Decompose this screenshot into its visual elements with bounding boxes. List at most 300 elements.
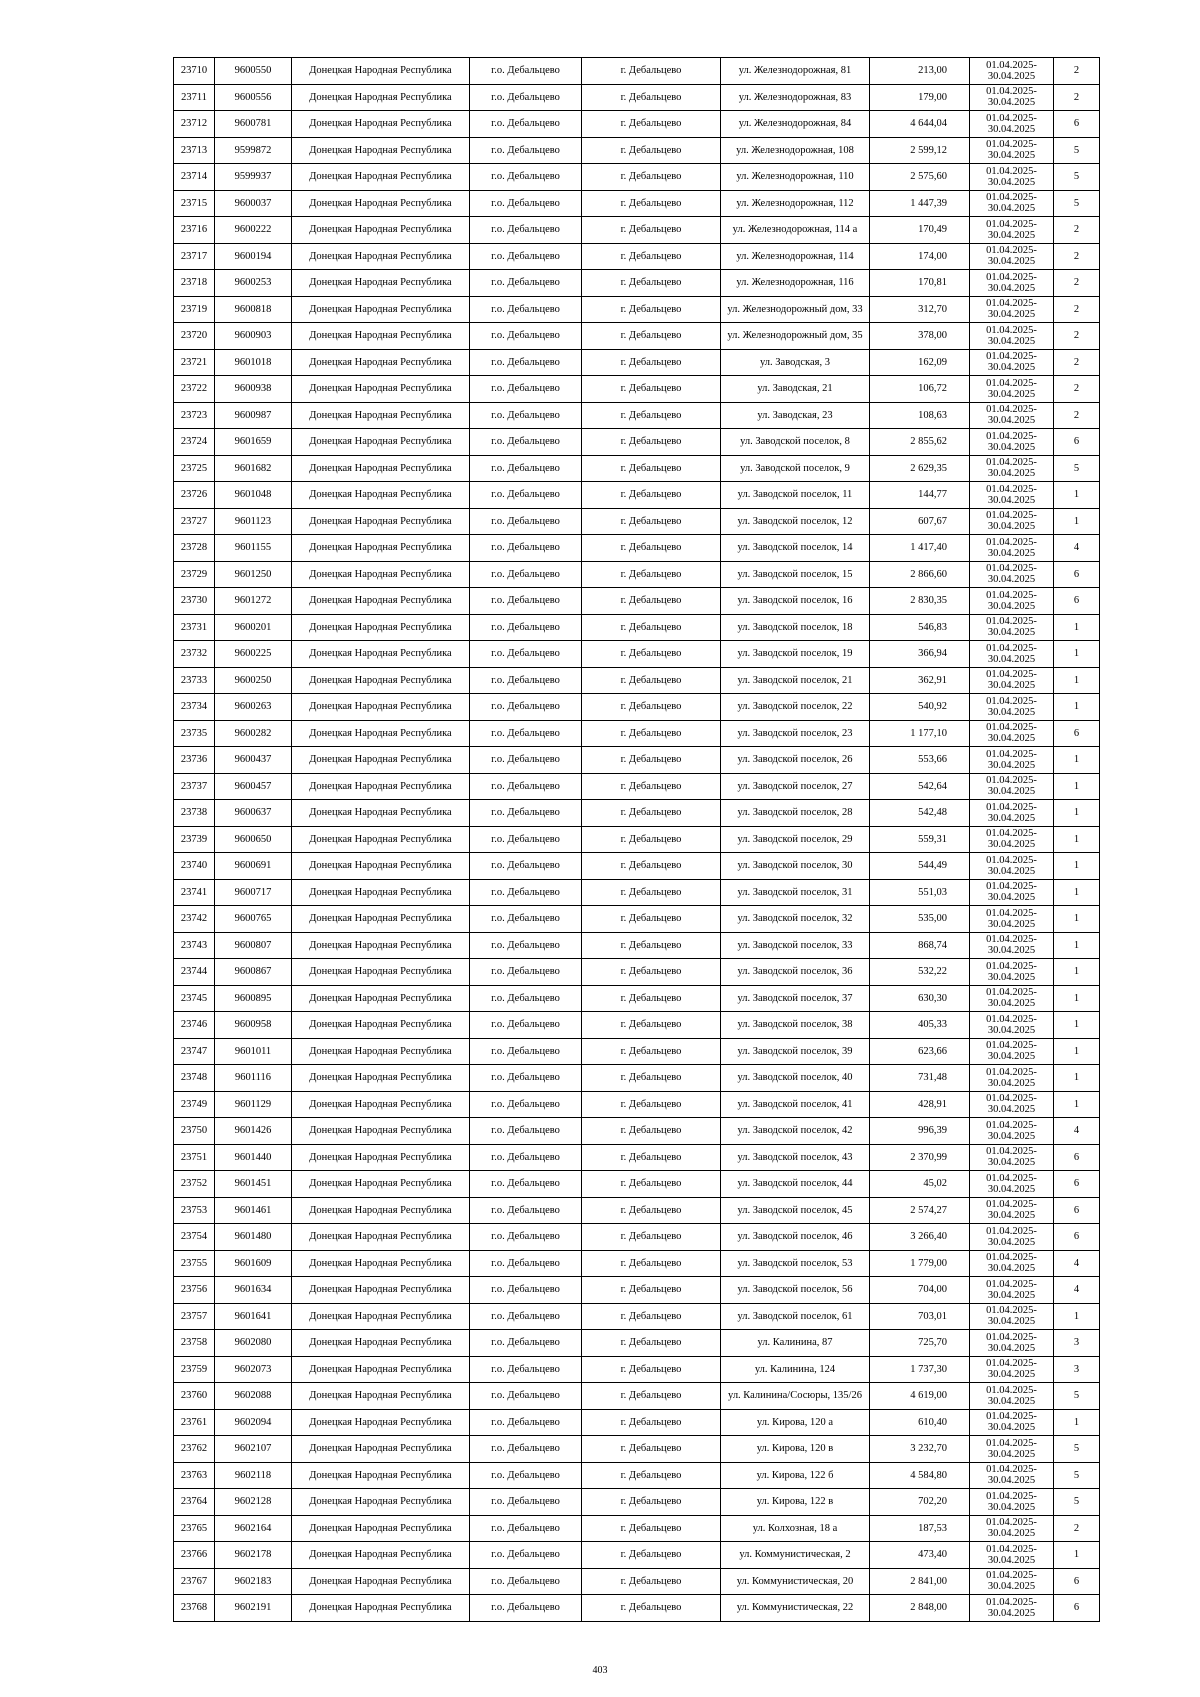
area-cell: 2 830,35 <box>870 588 970 615</box>
region-cell: Донецкая Народная Республика <box>292 1436 470 1463</box>
district-cell: г.о. Дебальцево <box>470 1144 582 1171</box>
period-cell: 01.04.2025-30.04.2025 <box>970 164 1054 191</box>
object-id-cell: 9600818 <box>215 296 292 323</box>
period-cell: 01.04.2025-30.04.2025 <box>970 853 1054 880</box>
category-cell: 6 <box>1054 588 1100 615</box>
period-cell: 01.04.2025-30.04.2025 <box>970 1409 1054 1436</box>
row-number-cell: 23751 <box>174 1144 215 1171</box>
address-cell: ул. Заводской поселок, 22 <box>721 694 870 721</box>
district-cell: г.о. Дебальцево <box>470 1515 582 1542</box>
table-row <box>174 1277 1100 1304</box>
district-cell: г.о. Дебальцево <box>470 588 582 615</box>
table-row <box>174 614 1100 641</box>
district-cell: г.о. Дебальцево <box>470 84 582 111</box>
table-row <box>174 985 1100 1012</box>
area-cell: 553,66 <box>870 747 970 774</box>
region-cell: Донецкая Народная Республика <box>292 508 470 535</box>
address-cell: ул. Калинина, 87 <box>721 1330 870 1357</box>
district-cell: г.о. Дебальцево <box>470 296 582 323</box>
category-cell: 2 <box>1054 323 1100 350</box>
city-cell: г. Дебальцево <box>582 58 721 85</box>
address-cell: ул. Железнодорожный дом, 33 <box>721 296 870 323</box>
region-cell: Донецкая Народная Республика <box>292 1091 470 1118</box>
district-cell: г.о. Дебальцево <box>470 614 582 641</box>
city-cell: г. Дебальцево <box>582 111 721 138</box>
address-cell: ул. Заводской поселок, 46 <box>721 1224 870 1251</box>
table-row <box>174 217 1100 244</box>
district-cell: г.о. Дебальцево <box>470 482 582 509</box>
object-id-cell: 9600556 <box>215 84 292 111</box>
region-cell: Донецкая Народная Республика <box>292 1489 470 1516</box>
table-row <box>174 535 1100 562</box>
row-number-cell: 23756 <box>174 1277 215 1304</box>
table-row <box>174 349 1100 376</box>
district-cell: г.о. Дебальцево <box>470 694 582 721</box>
period-cell: 01.04.2025-30.04.2025 <box>970 111 1054 138</box>
period-cell: 01.04.2025-30.04.2025 <box>970 800 1054 827</box>
address-cell: ул. Железнодорожная, 116 <box>721 270 870 297</box>
area-cell: 607,67 <box>870 508 970 535</box>
address-cell: ул. Коммунистическая, 20 <box>721 1568 870 1595</box>
district-cell: г.о. Дебальцево <box>470 1330 582 1357</box>
area-cell: 542,64 <box>870 773 970 800</box>
category-cell: 4 <box>1054 535 1100 562</box>
area-cell: 378,00 <box>870 323 970 350</box>
row-number-cell: 23744 <box>174 959 215 986</box>
region-cell: Донецкая Народная Республика <box>292 349 470 376</box>
region-cell: Донецкая Народная Республика <box>292 773 470 800</box>
city-cell: г. Дебальцево <box>582 1277 721 1304</box>
object-id-cell: 9600253 <box>215 270 292 297</box>
row-number-cell: 23726 <box>174 482 215 509</box>
category-cell: 6 <box>1054 1595 1100 1622</box>
row-number-cell: 23710 <box>174 58 215 85</box>
table-row <box>174 402 1100 429</box>
district-cell: г.о. Дебальцево <box>470 1568 582 1595</box>
city-cell: г. Дебальцево <box>582 614 721 641</box>
region-cell: Донецкая Народная Республика <box>292 826 470 853</box>
district-cell: г.о. Дебальцево <box>470 879 582 906</box>
city-cell: г. Дебальцево <box>582 1436 721 1463</box>
region-cell: Донецкая Народная Республика <box>292 1118 470 1145</box>
category-cell: 5 <box>1054 455 1100 482</box>
object-id-cell: 9601272 <box>215 588 292 615</box>
city-cell: г. Дебальцево <box>582 455 721 482</box>
district-cell: г.о. Дебальцево <box>470 853 582 880</box>
table-row <box>174 1515 1100 1542</box>
area-cell: 2 575,60 <box>870 164 970 191</box>
period-cell: 01.04.2025-30.04.2025 <box>970 1065 1054 1092</box>
period-cell: 01.04.2025-30.04.2025 <box>970 667 1054 694</box>
period-cell: 01.04.2025-30.04.2025 <box>970 1144 1054 1171</box>
row-number-cell: 23767 <box>174 1568 215 1595</box>
table-row <box>174 270 1100 297</box>
district-cell: г.о. Дебальцево <box>470 1038 582 1065</box>
region-cell: Донецкая Народная Республика <box>292 1462 470 1489</box>
object-id-cell: 9601123 <box>215 508 292 535</box>
table-row <box>174 1542 1100 1569</box>
row-number-cell: 23740 <box>174 853 215 880</box>
area-cell: 1 417,40 <box>870 535 970 562</box>
district-cell: г.о. Дебальцево <box>470 323 582 350</box>
period-cell: 01.04.2025-30.04.2025 <box>970 1038 1054 1065</box>
row-number-cell: 23730 <box>174 588 215 615</box>
district-cell: г.о. Дебальцево <box>470 508 582 535</box>
area-cell: 312,70 <box>870 296 970 323</box>
table-row <box>174 508 1100 535</box>
row-number-cell: 23718 <box>174 270 215 297</box>
row-number-cell: 23743 <box>174 932 215 959</box>
object-id-cell: 9602073 <box>215 1356 292 1383</box>
table-row <box>174 111 1100 138</box>
table-row <box>174 694 1100 721</box>
city-cell: г. Дебальцево <box>582 1118 721 1145</box>
period-cell: 01.04.2025-30.04.2025 <box>970 1303 1054 1330</box>
object-id-cell: 9602164 <box>215 1515 292 1542</box>
table-row <box>174 1118 1100 1145</box>
city-cell: г. Дебальцево <box>582 190 721 217</box>
row-number-cell: 23725 <box>174 455 215 482</box>
region-cell: Донецкая Народная Республика <box>292 190 470 217</box>
region-cell: Донецкая Народная Республика <box>292 1356 470 1383</box>
district-cell: г.о. Дебальцево <box>470 455 582 482</box>
region-cell: Донецкая Народная Республика <box>292 1568 470 1595</box>
address-cell: ул. Железнодорожная, 81 <box>721 58 870 85</box>
city-cell: г. Дебальцево <box>582 1065 721 1092</box>
period-cell: 01.04.2025-30.04.2025 <box>970 614 1054 641</box>
region-cell: Донецкая Народная Республика <box>292 1224 470 1251</box>
area-cell: 108,63 <box>870 402 970 429</box>
object-id-cell: 9601682 <box>215 455 292 482</box>
object-id-cell: 9600222 <box>215 217 292 244</box>
region-cell: Донецкая Народная Республика <box>292 1595 470 1622</box>
object-id-cell: 9601634 <box>215 1277 292 1304</box>
object-id-cell: 9601155 <box>215 535 292 562</box>
period-cell: 01.04.2025-30.04.2025 <box>970 535 1054 562</box>
district-cell: г.о. Дебальцево <box>470 1383 582 1410</box>
table-row <box>174 376 1100 403</box>
row-number-cell: 23762 <box>174 1436 215 1463</box>
object-id-cell: 9600987 <box>215 402 292 429</box>
address-cell: ул. Заводской поселок, 15 <box>721 561 870 588</box>
district-cell: г.о. Дебальцево <box>470 164 582 191</box>
object-id-cell: 9600765 <box>215 906 292 933</box>
area-cell: 731,48 <box>870 1065 970 1092</box>
category-cell: 2 <box>1054 217 1100 244</box>
city-cell: г. Дебальцево <box>582 959 721 986</box>
region-cell: Донецкая Народная Республика <box>292 1065 470 1092</box>
city-cell: г. Дебальцево <box>582 1197 721 1224</box>
category-cell: 6 <box>1054 1197 1100 1224</box>
district-cell: г.о. Дебальцево <box>470 137 582 164</box>
area-cell: 546,83 <box>870 614 970 641</box>
row-number-cell: 23721 <box>174 349 215 376</box>
address-cell: ул. Заводской поселок, 53 <box>721 1250 870 1277</box>
object-id-cell: 9600867 <box>215 959 292 986</box>
period-cell: 01.04.2025-30.04.2025 <box>970 508 1054 535</box>
period-cell: 01.04.2025-30.04.2025 <box>970 826 1054 853</box>
area-cell: 170,81 <box>870 270 970 297</box>
category-cell: 1 <box>1054 508 1100 535</box>
city-cell: г. Дебальцево <box>582 1356 721 1383</box>
district-cell: г.о. Дебальцево <box>470 1012 582 1039</box>
address-cell: ул. Заводская, 23 <box>721 402 870 429</box>
period-cell: 01.04.2025-30.04.2025 <box>970 270 1054 297</box>
area-cell: 725,70 <box>870 1330 970 1357</box>
table-row <box>174 1356 1100 1383</box>
district-cell: г.о. Дебальцево <box>470 376 582 403</box>
area-cell: 45,02 <box>870 1171 970 1198</box>
district-cell: г.о. Дебальцево <box>470 932 582 959</box>
category-cell: 1 <box>1054 1542 1100 1569</box>
table-row <box>174 561 1100 588</box>
district-cell: г.о. Дебальцево <box>470 1489 582 1516</box>
address-cell: ул. Железнодорожная, 83 <box>721 84 870 111</box>
area-cell: 1 447,39 <box>870 190 970 217</box>
table-row <box>174 1303 1100 1330</box>
area-cell: 2 599,12 <box>870 137 970 164</box>
city-cell: г. Дебальцево <box>582 641 721 668</box>
region-cell: Донецкая Народная Республика <box>292 455 470 482</box>
city-cell: г. Дебальцево <box>582 429 721 456</box>
table-row <box>174 800 1100 827</box>
area-cell: 366,94 <box>870 641 970 668</box>
address-cell: ул. Заводской поселок, 43 <box>721 1144 870 1171</box>
period-cell: 01.04.2025-30.04.2025 <box>970 906 1054 933</box>
city-cell: г. Дебальцево <box>582 1091 721 1118</box>
city-cell: г. Дебальцево <box>582 296 721 323</box>
row-number-cell: 23768 <box>174 1595 215 1622</box>
area-cell: 144,77 <box>870 482 970 509</box>
city-cell: г. Дебальцево <box>582 402 721 429</box>
address-cell: ул. Коммунистическая, 2 <box>721 1542 870 1569</box>
city-cell: г. Дебальцево <box>582 1595 721 1622</box>
period-cell: 01.04.2025-30.04.2025 <box>970 323 1054 350</box>
city-cell: г. Дебальцево <box>582 137 721 164</box>
object-id-cell: 9601440 <box>215 1144 292 1171</box>
address-cell: ул. Заводской поселок, 41 <box>721 1091 870 1118</box>
object-id-cell: 9599937 <box>215 164 292 191</box>
address-cell: ул. Заводская, 3 <box>721 349 870 376</box>
table-row <box>174 58 1100 85</box>
object-id-cell: 9602178 <box>215 1542 292 1569</box>
row-number-cell: 23720 <box>174 323 215 350</box>
row-number-cell: 23745 <box>174 985 215 1012</box>
address-cell: ул. Заводской поселок, 31 <box>721 879 870 906</box>
category-cell: 1 <box>1054 1303 1100 1330</box>
region-cell: Донецкая Народная Республика <box>292 402 470 429</box>
region-cell: Донецкая Народная Республика <box>292 1383 470 1410</box>
row-number-cell: 23759 <box>174 1356 215 1383</box>
region-cell: Донецкая Народная Республика <box>292 720 470 747</box>
period-cell: 01.04.2025-30.04.2025 <box>970 561 1054 588</box>
city-cell: г. Дебальцево <box>582 879 721 906</box>
table-row <box>174 164 1100 191</box>
district-cell: г.о. Дебальцево <box>470 1542 582 1569</box>
category-cell: 6 <box>1054 1224 1100 1251</box>
address-cell: ул. Заводской поселок, 37 <box>721 985 870 1012</box>
table-row <box>174 1489 1100 1516</box>
object-id-cell: 9602118 <box>215 1462 292 1489</box>
period-cell: 01.04.2025-30.04.2025 <box>970 694 1054 721</box>
period-cell: 01.04.2025-30.04.2025 <box>970 1118 1054 1145</box>
period-cell: 01.04.2025-30.04.2025 <box>970 429 1054 456</box>
row-number-cell: 23746 <box>174 1012 215 1039</box>
object-id-cell: 9600037 <box>215 190 292 217</box>
object-id-cell: 9600201 <box>215 614 292 641</box>
city-cell: г. Дебальцево <box>582 1171 721 1198</box>
city-cell: г. Дебальцево <box>582 667 721 694</box>
city-cell: г. Дебальцево <box>582 906 721 933</box>
object-id-cell: 9601659 <box>215 429 292 456</box>
area-cell: 540,92 <box>870 694 970 721</box>
period-cell: 01.04.2025-30.04.2025 <box>970 1171 1054 1198</box>
period-cell: 01.04.2025-30.04.2025 <box>970 1277 1054 1304</box>
category-cell: 6 <box>1054 1171 1100 1198</box>
address-cell: ул. Кирова, 122 б <box>721 1462 870 1489</box>
row-number-cell: 23717 <box>174 243 215 270</box>
city-cell: г. Дебальцево <box>582 720 721 747</box>
category-cell: 1 <box>1054 694 1100 721</box>
area-cell: 3 266,40 <box>870 1224 970 1251</box>
period-cell: 01.04.2025-30.04.2025 <box>970 58 1054 85</box>
registry-table <box>173 57 1100 1622</box>
district-cell: г.о. Дебальцево <box>470 243 582 270</box>
table-row <box>174 1595 1100 1622</box>
address-cell: ул. Заводской поселок, 8 <box>721 429 870 456</box>
category-cell: 6 <box>1054 561 1100 588</box>
table-row <box>174 1144 1100 1171</box>
area-cell: 630,30 <box>870 985 970 1012</box>
row-number-cell: 23742 <box>174 906 215 933</box>
area-cell: 868,74 <box>870 932 970 959</box>
region-cell: Донецкая Народная Республика <box>292 561 470 588</box>
table-row <box>174 1436 1100 1463</box>
address-cell: ул. Железнодорожная, 108 <box>721 137 870 164</box>
city-cell: г. Дебальцево <box>582 1224 721 1251</box>
area-cell: 996,39 <box>870 1118 970 1145</box>
table-row <box>174 1462 1100 1489</box>
table-row <box>174 1224 1100 1251</box>
district-cell: г.о. Дебальцево <box>470 561 582 588</box>
address-cell: ул. Заводской поселок, 18 <box>721 614 870 641</box>
area-cell: 703,01 <box>870 1303 970 1330</box>
address-cell: ул. Заводской поселок, 27 <box>721 773 870 800</box>
row-number-cell: 23728 <box>174 535 215 562</box>
region-cell: Донецкая Народная Республика <box>292 58 470 85</box>
object-id-cell: 9600650 <box>215 826 292 853</box>
address-cell: ул. Железнодорожная, 112 <box>721 190 870 217</box>
row-number-cell: 23716 <box>174 217 215 244</box>
object-id-cell: 9601018 <box>215 349 292 376</box>
city-cell: г. Дебальцево <box>582 1303 721 1330</box>
region-cell: Донецкая Народная Республика <box>292 1277 470 1304</box>
city-cell: г. Дебальцево <box>582 84 721 111</box>
category-cell: 1 <box>1054 906 1100 933</box>
district-cell: г.о. Дебальцево <box>470 800 582 827</box>
category-cell: 1 <box>1054 482 1100 509</box>
area-cell: 535,00 <box>870 906 970 933</box>
row-number-cell: 23760 <box>174 1383 215 1410</box>
category-cell: 1 <box>1054 1409 1100 1436</box>
object-id-cell: 9601461 <box>215 1197 292 1224</box>
region-cell: Донецкая Народная Республика <box>292 270 470 297</box>
address-cell: ул. Кирова, 120 а <box>721 1409 870 1436</box>
address-cell: ул. Заводской поселок, 44 <box>721 1171 870 1198</box>
region-cell: Донецкая Народная Республика <box>292 694 470 721</box>
district-cell: г.о. Дебальцево <box>470 985 582 1012</box>
address-cell: ул. Железнодорожная, 84 <box>721 111 870 138</box>
category-cell: 1 <box>1054 959 1100 986</box>
table-row <box>174 1409 1100 1436</box>
area-cell: 473,40 <box>870 1542 970 1569</box>
table-row <box>174 1012 1100 1039</box>
region-cell: Донецкая Народная Республика <box>292 1330 470 1357</box>
address-cell: ул. Заводской поселок, 40 <box>721 1065 870 1092</box>
period-cell: 01.04.2025-30.04.2025 <box>970 1383 1054 1410</box>
address-cell: ул. Заводской поселок, 45 <box>721 1197 870 1224</box>
category-cell: 5 <box>1054 1462 1100 1489</box>
category-cell: 2 <box>1054 58 1100 85</box>
table-row <box>174 482 1100 509</box>
object-id-cell: 9601480 <box>215 1224 292 1251</box>
area-cell: 174,00 <box>870 243 970 270</box>
category-cell: 1 <box>1054 879 1100 906</box>
area-cell: 2 855,62 <box>870 429 970 456</box>
table-row <box>174 1330 1100 1357</box>
district-cell: г.о. Дебальцево <box>470 349 582 376</box>
category-cell: 2 <box>1054 296 1100 323</box>
address-cell: ул. Заводской поселок, 19 <box>721 641 870 668</box>
table-row <box>174 959 1100 986</box>
category-cell: 2 <box>1054 243 1100 270</box>
address-cell: ул. Заводской поселок, 26 <box>721 747 870 774</box>
period-cell: 01.04.2025-30.04.2025 <box>970 402 1054 429</box>
row-number-cell: 23761 <box>174 1409 215 1436</box>
table-row <box>174 137 1100 164</box>
row-number-cell: 23764 <box>174 1489 215 1516</box>
district-cell: г.о. Дебальцево <box>470 58 582 85</box>
city-cell: г. Дебальцево <box>582 985 721 1012</box>
address-cell: ул. Заводской поселок, 42 <box>721 1118 870 1145</box>
row-number-cell: 23724 <box>174 429 215 456</box>
category-cell: 1 <box>1054 985 1100 1012</box>
object-id-cell: 9600194 <box>215 243 292 270</box>
object-id-cell: 9600958 <box>215 1012 292 1039</box>
table-row <box>174 1065 1100 1092</box>
area-cell: 544,49 <box>870 853 970 880</box>
category-cell: 6 <box>1054 720 1100 747</box>
area-cell: 1 779,00 <box>870 1250 970 1277</box>
district-cell: г.о. Дебальцево <box>470 190 582 217</box>
row-number-cell: 23715 <box>174 190 215 217</box>
region-cell: Донецкая Народная Республика <box>292 296 470 323</box>
district-cell: г.о. Дебальцево <box>470 111 582 138</box>
category-cell: 6 <box>1054 1568 1100 1595</box>
city-cell: г. Дебальцево <box>582 561 721 588</box>
object-id-cell: 9600938 <box>215 376 292 403</box>
row-number-cell: 23713 <box>174 137 215 164</box>
district-cell: г.о. Дебальцево <box>470 1436 582 1463</box>
period-cell: 01.04.2025-30.04.2025 <box>970 376 1054 403</box>
district-cell: г.о. Дебальцево <box>470 1197 582 1224</box>
row-number-cell: 23741 <box>174 879 215 906</box>
object-id-cell: 9600457 <box>215 773 292 800</box>
object-id-cell: 9601451 <box>215 1171 292 1198</box>
object-id-cell: 9600250 <box>215 667 292 694</box>
area-cell: 405,33 <box>870 1012 970 1039</box>
row-number-cell: 23752 <box>174 1171 215 1198</box>
